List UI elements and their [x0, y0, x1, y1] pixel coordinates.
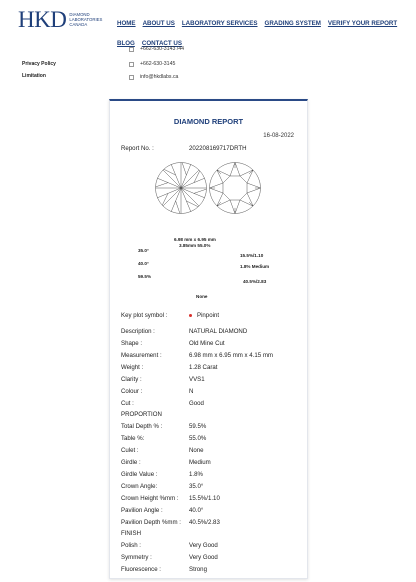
report-number-label: Report No. : [121, 145, 154, 152]
key-plot-symbol-label: Key plot symbol : [121, 312, 168, 319]
finish-label: Polish : [121, 542, 141, 549]
site-logo[interactable] [18, 8, 102, 31]
nav-grading-system[interactable]: GRADING SYSTEM [264, 20, 321, 27]
privacy-policy-link[interactable]: Privacy Policy [22, 61, 56, 67]
logo-line: DIAMOND [69, 11, 90, 17]
proportion-value: 1.8% [189, 471, 203, 478]
proportion-value: 15.5%/1.10 [189, 495, 220, 502]
proportion-label: Culet : [121, 447, 139, 454]
key-plot-symbol-value [189, 312, 219, 319]
proportion-label: Pavilion Depth %mm : [121, 519, 181, 526]
logo-text [69, 12, 102, 28]
email-text[interactable]: info@hkdlabs.ca [140, 74, 179, 80]
finish-value: Strong [189, 566, 207, 573]
nav-home[interactable]: HOME [117, 20, 136, 27]
report-date: 16-08-2022 [263, 133, 294, 139]
key-plot-symbol-text: Pinpoint [197, 312, 220, 319]
plot-crown-angle: 35.0° [138, 248, 149, 253]
proportion-value: 40.0° [189, 507, 204, 514]
plot-pavilion-angle: 40.0° [138, 261, 149, 266]
nav-contact-us[interactable]: CONTACT US [141, 40, 182, 47]
detail-label: Weight : [121, 364, 144, 371]
detail-label: Measurement : [121, 352, 162, 359]
detail-value: N [189, 388, 194, 395]
finish-value: Very Good [189, 554, 218, 561]
diamond-report-card [109, 99, 308, 579]
limitation-link[interactable]: Limitation [22, 73, 46, 79]
plot-culet: None [196, 294, 208, 299]
contact-phone-2 [129, 61, 175, 67]
nav-laboratory-services[interactable]: LABORATORY SERVICES [181, 20, 258, 27]
contact-email [129, 74, 178, 80]
finish-value: Very Good [189, 542, 218, 549]
detail-label: Shape : [121, 340, 143, 347]
crown-view [210, 163, 261, 214]
logo-mark: HKD [18, 7, 67, 32]
logo-line: CANADA [69, 22, 88, 28]
report-number-value: 202208169717DRTH [189, 145, 247, 152]
proportion-label: Girdle : [121, 459, 141, 466]
detail-label: Colour : [121, 388, 143, 395]
proportion-value: Medium [189, 459, 211, 466]
finish-label: Fluorescence : [121, 566, 161, 573]
phone-text: +662-630-3143 /44 [140, 46, 184, 52]
plot-pavilion-depth: 40.5%/2.83 [243, 279, 267, 284]
proportion-value: 35.0° [189, 483, 204, 490]
contact-phone-1 [129, 46, 184, 52]
detail-value: VVS1 [189, 376, 205, 383]
finish-label: Symmetry : [121, 554, 152, 561]
proportion-value: 59.5% [189, 423, 207, 430]
proportion-label: Total Depth % : [121, 423, 163, 430]
nav-verify-report[interactable]: VERIFY YOUR REPORT [327, 20, 398, 27]
plot-crown-height: 15.5%/1.10 [240, 253, 264, 258]
plot-dimensions: 6.98 mm x 6.95 mm [174, 237, 216, 242]
detail-label: Clarity : [121, 376, 142, 383]
report-title: DIAMOND REPORT [173, 117, 244, 126]
proportion-label: Crown Height %mm : [121, 495, 179, 502]
nav-blog[interactable]: BLOG [117, 40, 135, 47]
proportion-label: Table %: [121, 435, 145, 442]
plot-total-depth: 59.5% [138, 274, 152, 279]
proportion-label: Girdle Value : [121, 471, 158, 478]
nav-about-us[interactable]: ABOUT US [142, 20, 175, 27]
detail-label: Description : [121, 328, 155, 335]
finish-heading: FINISH [121, 530, 141, 537]
email-icon [129, 75, 134, 80]
plot-girdle: 1.8% Medium [240, 264, 270, 269]
detail-value: 6.98 mm x 6.95 mm x 4.15 mm [189, 352, 273, 359]
detail-value: Good [189, 400, 204, 407]
fax-icon [129, 62, 134, 67]
proportion-value: 55.0% [189, 435, 207, 442]
phone-text: +662-630-3145 [140, 61, 176, 67]
proportion-label: Crown Angle: [121, 483, 158, 490]
detail-label: Cut : [121, 400, 134, 407]
proportion-value: 40.5%/2.83 [189, 519, 220, 526]
pavilion-view [156, 163, 207, 214]
diamond-plot-diagram [154, 161, 264, 219]
proportion-value: None [189, 447, 204, 454]
proportion-heading: PROPORTION [121, 411, 162, 418]
detail-value: NATURAL DIAMOND [189, 328, 248, 335]
phone-icon [129, 47, 134, 52]
detail-value: Old Mine Cut [189, 340, 225, 347]
proportion-label: Pavilion Angle : [121, 507, 163, 514]
pinpoint-icon [189, 314, 192, 317]
logo-line: LABORATORIES [69, 16, 103, 22]
detail-value: 1.28 Carat [189, 364, 218, 371]
plot-depth-table: 3.85mm 55.0% [179, 243, 211, 248]
